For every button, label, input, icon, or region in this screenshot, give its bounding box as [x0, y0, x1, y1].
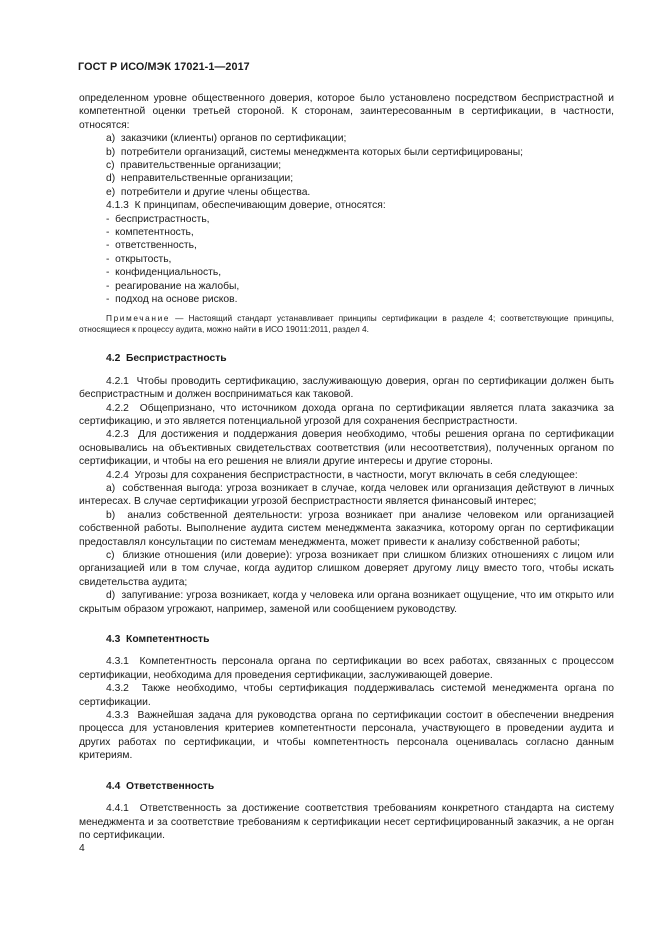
clause-4-2-1: 4.2.1 Чтобы проводить сертификацию, заслуживающую доверия, орган по сертификации должен быть беспристрастным и должен восприниматься как таковой. — [79, 375, 614, 401]
list-item: d) неправительственные организации; — [106, 173, 294, 185]
note — [79, 313, 614, 336]
document-body — [79, 92, 614, 842]
list-item: e) потребители и другие члены общества. — [106, 186, 311, 198]
clause-4-4-1: 4.4.1 Ответственность за достижение соответствия требованиям конкретного стандарта на систему менеджмента и за соответствие требованиям к сертификации несет сертифицированный заказчик, а не орган по сертификации. — [79, 803, 614, 841]
clause-4-1-3: 4.1.3 К принципам, обеспечивающим доверие, относятся: — [106, 200, 386, 212]
note-text: — Настоящий стандарт устанавливает принципы сертификации в разделе 4; соответствующие принципы, относящиеся к процессу аудита, можно найти в ИСО 19011:2011, раздел 4. — [79, 312, 614, 334]
clause-4-2-2: 4.2.2 Общепризнано, что источником дохода органа по сертификации является плата заказчика за сертификацию, и это является потенциальной угрозой для сохранения беспристрастности. — [79, 402, 614, 427]
threat-item-a: a) собственная выгода: угроза возникает в случае, когда человек или организация действуют в личных интересах. В случае сертификации угрозой беспристрастности является финансовый интерес; — [79, 482, 614, 508]
section-heading-4-4: 4.4 Ответственность — [106, 780, 215, 792]
list-item: - реагирование на жалобы, — [106, 280, 240, 292]
page-number: 4 — [79, 843, 85, 854]
list-item: - открытость, — [106, 253, 172, 265]
list-item: - подход на основе рисков. — [106, 294, 238, 306]
list-item: - ответственность, — [106, 240, 197, 252]
list-item: - конфиденциальность, — [106, 267, 222, 279]
clause-4-3-1: 4.3.1 Компетентность персонала органа по сертификации во всех работах, связанных с процессом сертификации, необходима для проведения сертификации, заслуживающей доверие. — [79, 656, 614, 681]
threat-item-c: c) близкие отношения (или доверие): угроза возникает при слишком близких отношениях с лицом или организацией или в том случае, когда аудитор слишком доверяет другому лицу вместо того, чтобы искать свидетельства аудита; — [79, 550, 614, 588]
note-label: Примечание — [106, 312, 171, 323]
clause-4-2-4: 4.2.4 Угрозы для сохранения беспристрастности, в частности, могут включать в себя следующее: — [106, 469, 578, 481]
section-heading-4-2: 4.2 Беспристрастность — [106, 353, 227, 365]
clause-4-2-3: 4.2.3 Для достижения и поддержания доверия необходимо, чтобы решения органа по сертификации основывались на объективных свидетельствах соответствия (или несоответствия), полученных органом по сертификации, и чтобы на его решения не влияли другие интересы и другие стороны. — [79, 429, 614, 468]
list-item: - беспристрастность, — [106, 213, 210, 225]
section-heading-4-3: 4.3 Компетентность — [106, 634, 210, 646]
threat-item-d: d) запугивание: угроза возникает, когда у человека или органа возникает ощущение, что им открыто или скрытым образом угрожают, например, заменой или сообщением руководству. — [79, 590, 614, 615]
clause-4-3-3: 4.3.3 Важнейшая задача для руководства органа по сертификации состоит в обеспечении внедрения процесса для установления критериев компетентности персонала, участвующего в проведении аудита и других работах по сертификации, и чтобы компетентность персонала оценивалась согласно данным критериям. — [79, 710, 614, 762]
page-header: ГОСТ Р ИСО/МЭК 17021-1—2017 — [78, 61, 250, 73]
list-item: a) заказчики (клиенты) органов по сертификации; — [106, 133, 347, 145]
threat-item-b: b) анализ собственной деятельности: угроза возникает при анализе человеком или организацией собственной работы. Выполнение аудита систем менеджмента заказчика, которому орган по сертификации предоставлял консультации по системам менеджмента, может привести к анализу собственной работы; — [79, 509, 614, 548]
list-item: b) потребители организаций, системы менеджмента которых были сертифицированы; — [106, 146, 523, 158]
intro-paragraph: определенном уровне общественного доверия, которое было установлено посредством беспристрастной и компетентной оценки третьей стороной. К сторонам, заинтересованным в сертификации, в частности, относятся: — [79, 93, 614, 131]
list-item: - компетентность, — [106, 227, 194, 239]
list-item: c) правительственные организации; — [106, 160, 282, 172]
clause-4-3-2: 4.3.2 Также необходимо, чтобы сертификация поддерживалась системой менеджмента органа по сертификации. — [79, 683, 614, 708]
